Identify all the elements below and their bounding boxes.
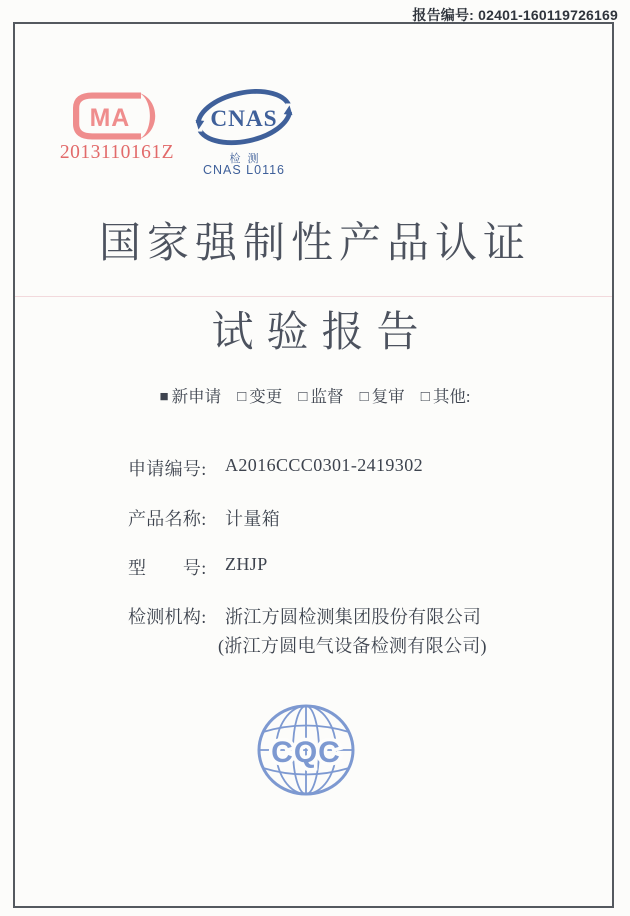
report-number-label: 报告编号: <box>412 7 475 23</box>
cma-accreditation-number: 2013110161Z <box>59 142 175 163</box>
cqc-logo-text: CQC <box>271 736 341 769</box>
cnas-logo-text: CNAS <box>210 105 278 132</box>
field-label: 检测机构: <box>128 607 207 627</box>
field-test-organization <box>128 603 487 661</box>
field-label: 产品名称: <box>128 509 207 529</box>
checkbox-label: 监督 <box>310 387 344 406</box>
report-number-value: 02401-160119726169 <box>478 7 618 23</box>
field-value: ZHJP <box>225 554 268 574</box>
checkbox-empty-icon: □ <box>298 389 308 405</box>
checkbox-filled-icon: ■ <box>159 389 169 405</box>
test-org-line1: 浙江方圆检测集团股份有限公司 <box>225 607 482 627</box>
cnas-code: CNAS L0116 <box>202 163 286 177</box>
cma-logo-text: MA <box>89 103 131 132</box>
checkbox-empty-icon: □ <box>237 389 247 405</box>
checkbox-option-review <box>360 387 405 406</box>
cma-logo-icon <box>72 92 162 140</box>
checkbox-label: 其他: <box>432 387 471 406</box>
application-type-row <box>0 383 630 407</box>
test-org-line2: (浙江方圆电气设备检测有限公司) <box>218 636 487 656</box>
cnas-logo-icon <box>192 87 296 149</box>
cqc-logo-icon <box>256 703 356 797</box>
field-value: 计量箱 <box>225 509 281 529</box>
checkbox-option-other <box>421 387 471 406</box>
checkbox-option-supervision <box>298 387 343 406</box>
checkbox-label: 变更 <box>249 387 283 406</box>
field-product-name <box>128 505 280 531</box>
field-application-number <box>128 455 423 481</box>
checkbox-empty-icon: □ <box>420 389 430 405</box>
checkbox-label: 新申请 <box>171 387 222 406</box>
field-value: A2016CCC0301-2419302 <box>225 455 424 475</box>
checkbox-option-new-application <box>160 387 222 406</box>
checkbox-option-change <box>237 387 282 406</box>
document-title-line1: 国家强制性产品认证 <box>98 221 531 267</box>
checkbox-label: 复审 <box>371 387 405 406</box>
scan-artifact-line <box>15 296 612 297</box>
document-title-line2: 试验报告 <box>211 310 432 356</box>
field-label: 申请编号: <box>128 459 207 479</box>
checkbox-empty-icon: □ <box>359 389 369 405</box>
field-label: 型 号: <box>128 558 207 578</box>
field-value <box>218 603 487 661</box>
cnas-caption: 检测 <box>229 153 266 165</box>
field-model <box>128 554 268 580</box>
